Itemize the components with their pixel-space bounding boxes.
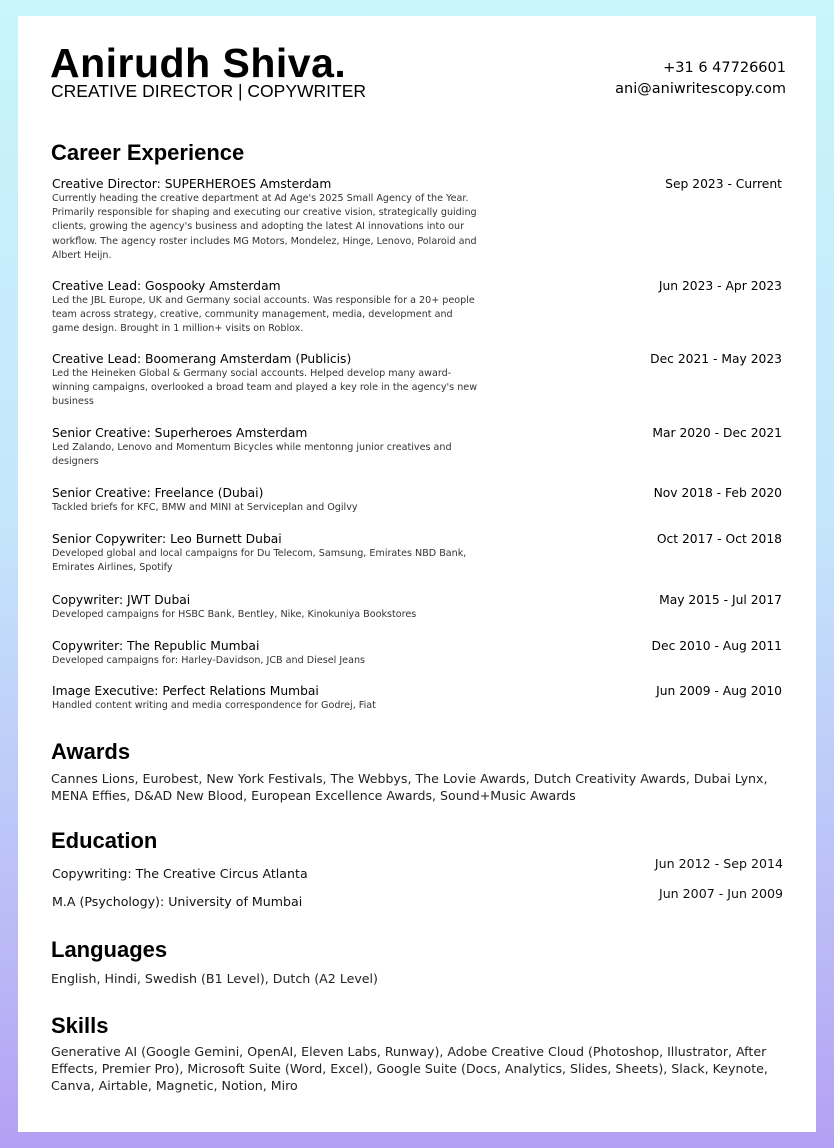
job-entry [52, 684, 782, 713]
job-description: Developed campaigns for HSBC Bank, Bentley, Nike, Kinokuniya Bookstores [52, 609, 417, 620]
job-description: Handled content writing and media correspondence for Godrej, Fiat [52, 700, 376, 711]
job-dates: Dec 2021 - May 2023 [650, 352, 782, 366]
job-dates: Dec 2010 - Aug 2011 [651, 639, 782, 653]
job-title: Senior Creative: Freelance (Dubai) [52, 486, 264, 500]
education-item: Copywriting: The Creative Circus Atlanta [52, 866, 308, 881]
job-title: Image Executive: Perfect Relations Mumbai [52, 684, 319, 698]
job-description: Led the JBL Europe, UK and Germany social accounts. Was responsible for a 20+ people team across strategy, creative, community management, media, development and game design. Brought in 1 million+ visits on Roblox. [52, 295, 475, 335]
job-description: Developed global and local campaigns for Du Telecom, Samsung, Emirates NBD Bank, Emirates Airlines, Spotify [52, 548, 467, 574]
job-description: Developed campaigns for: Harley-Davidson, JCB and Diesel Jeans [52, 655, 366, 666]
languages-heading: Languages [51, 937, 168, 962]
phone-number: +31 6 47726601 [663, 60, 786, 76]
job-entry [52, 639, 782, 668]
job-dates: Jun 2023 - Apr 2023 [658, 279, 782, 293]
job-title: Copywriter: JWT Dubai [52, 593, 191, 607]
email-address[interactable]: ani@aniwritescopy.com [615, 81, 786, 97]
job-entry [52, 426, 782, 469]
awards-text: Cannes Lions, Eurobest, New York Festivals, The Webbys, The Lovie Awards, Dutch Creativity Awards, Dubai Lynx, MENA Effies, D&AD New Blood, European Excellence Awards, Sound+Music Awards [51, 771, 768, 804]
education-dates: Jun 2012 - Sep 2014 [654, 856, 783, 871]
job-dates: Sep 2023 - Current [665, 177, 782, 191]
skills-heading: Skills [51, 1013, 109, 1038]
languages-text: English, Hindi, Swedish (B1 Level), Dutch (A2 Level) [51, 971, 378, 986]
job-title: Creative Director: SUPERHEROES Amsterdam [52, 177, 332, 191]
job-title: Copywriter: The Republic Mumbai [52, 639, 260, 653]
resume-page [18, 16, 816, 1132]
job-title: Creative Lead: Boomerang Amsterdam (Publicis) [52, 352, 352, 366]
education-dates: Jun 2007 - Jun 2009 [658, 886, 783, 901]
job-title: Senior Creative: Superheroes Amsterdam [52, 426, 308, 440]
candidate-title: CREATIVE DIRECTOR | COPYWRITER [51, 81, 367, 101]
job-entry [52, 532, 782, 575]
job-title: Creative Lead: Gospooky Amsterdam [52, 279, 281, 293]
job-dates: Mar 2020 - Dec 2021 [652, 426, 782, 440]
job-entry [52, 177, 782, 263]
job-description: Currently heading the creative department at Ad Age's 2025 Small Agency of the Year. Primarily responsible for shaping and executing our creative vision, strategically guiding clients, growing the agency's business and adopting the latest AI innovations into our workflow. The agency roster includes MG Motors, Mondelez, Hinge, Lenovo, Polaroid and Albert Heijn. [52, 193, 477, 261]
education-item: M.A (Psychology): University of Mumbai [52, 894, 303, 909]
job-title: Senior Copywriter: Leo Burnett Dubai [52, 532, 282, 546]
candidate-name: Anirudh Shiva. [50, 40, 347, 86]
job-entry [52, 593, 782, 622]
education-heading: Education [51, 828, 158, 853]
job-description: Tackled briefs for KFC, BMW and MINI at Serviceplan and Ogilvy [52, 502, 358, 513]
job-entry [52, 279, 782, 337]
job-entry [52, 486, 782, 515]
awards-heading: Awards [51, 739, 131, 764]
job-dates: Oct 2017 - Oct 2018 [656, 532, 782, 546]
job-description: Led the Heineken Global & Germany social accounts. Helped develop many award-winning campaigns, overlooked a broad team and played a key role in the agency's new business [52, 368, 478, 408]
job-dates: May 2015 - Jul 2017 [659, 593, 782, 607]
job-description: Led Zalando, Lenovo and Momentum Bicycles while mentonng junior creatives and designers [52, 442, 452, 468]
job-dates: Jun 2009 - Aug 2010 [656, 684, 782, 698]
career-heading: Career Experience [51, 140, 245, 165]
skills-text: Generative AI (Google Gemini, OpenAI, Eleven Labs, Runway), Adobe Creative Cloud (Photoshop, Illustrator, After Effects, Premier Pro), Microsoft Suite (Word, Excel), Google Suite (Docs, Analytics, Slides, Sheets), Slack, Keynote, Canva, Airtable, Magnetic, Notion, Miro [51, 1044, 768, 1094]
job-dates: Nov 2018 - Feb 2020 [653, 486, 782, 500]
job-entry [52, 352, 782, 410]
